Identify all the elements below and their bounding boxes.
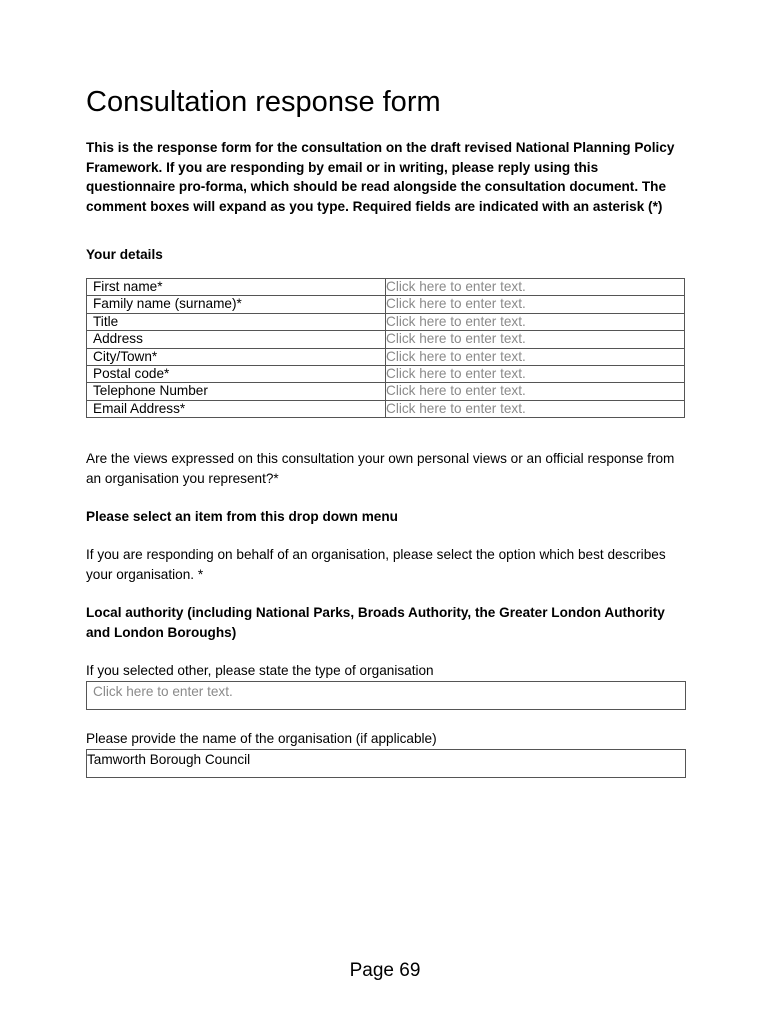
table-row <box>87 366 685 383</box>
family-name-label: Family name (surname)* <box>87 296 386 313</box>
other-org-type-field[interactable] <box>86 681 686 710</box>
org-name-question: Please provide the name of the organisation (if applicable) <box>86 731 437 746</box>
other-question: If you selected other, please state the type of organisation <box>86 663 434 678</box>
org-name-field[interactable] <box>86 749 686 778</box>
postal-code-field[interactable]: Click here to enter text. <box>386 366 685 383</box>
title-field[interactable]: Click here to enter text. <box>386 313 685 330</box>
first-name-label: First name* <box>87 279 386 296</box>
city-label: City/Town* <box>87 348 386 365</box>
telephone-label: Telephone Number <box>87 383 386 400</box>
details-table <box>86 278 685 418</box>
city-field[interactable]: Click here to enter text. <box>386 348 685 365</box>
table-row <box>87 383 685 400</box>
views-question: Are the views expressed on this consultation your own personal views or an official response from an organisation you represent?* <box>86 451 675 486</box>
details-heading: Your details <box>86 247 163 262</box>
address-label: Address <box>87 331 386 348</box>
views-dropdown[interactable]: Please select an item from this drop down menu <box>86 509 398 524</box>
page-title: Consultation response form <box>86 86 441 118</box>
telephone-field[interactable]: Click here to enter text. <box>386 383 685 400</box>
table-row <box>87 313 685 330</box>
page-number: Page 69 <box>349 960 421 981</box>
table-row <box>87 279 685 296</box>
email-field[interactable]: Click here to enter text. <box>386 400 685 417</box>
family-name-field[interactable]: Click here to enter text. <box>386 296 685 313</box>
title-label: Title <box>87 313 386 330</box>
table-row <box>87 400 685 417</box>
other-org-type-placeholder: Click here to enter text. <box>93 684 233 699</box>
org-name-value: Tamworth Borough Council <box>87 752 251 767</box>
postal-code-label: Postal code* <box>87 366 386 383</box>
intro-text: This is the response form for the consultation on the draft revised National Planning Policy Framework. If you are responding by email or in writing, please reply using this questionnaire pro-forma, which should be read alongside the consultation document. The comment boxes will expand as you type. Required fields are indicated with an asterisk (*) <box>86 140 675 214</box>
table-row <box>87 296 685 313</box>
first-name-field[interactable]: Click here to enter text. <box>386 279 685 296</box>
address-field[interactable]: Click here to enter text. <box>386 331 685 348</box>
table-row <box>87 348 685 365</box>
table-row <box>87 331 685 348</box>
org-question: If you are responding on behalf of an organisation, please select the option which best describes your organisation. * <box>86 547 666 582</box>
org-type-dropdown[interactable]: Local authority (including National Parks, Broads Authority, the Greater London Authority and London Boroughs) <box>86 605 665 640</box>
email-label: Email Address* <box>87 400 386 417</box>
